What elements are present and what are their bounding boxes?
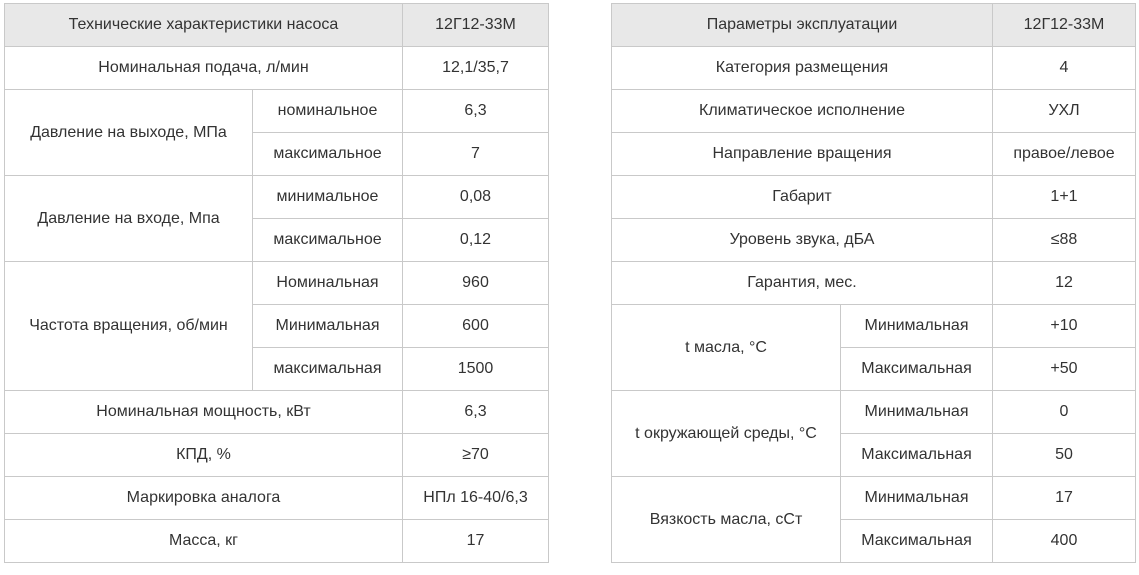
header-param: Технические характеристики насоса — [5, 4, 403, 47]
sub-label: Минимальная — [253, 305, 403, 348]
table-row — [612, 219, 1136, 262]
row-value: 7 — [403, 133, 549, 176]
sub-label: Минимальная — [841, 391, 993, 434]
row-value: ≥70 — [403, 434, 549, 477]
table-header-row — [5, 4, 549, 47]
sub-label: Номинальная — [253, 262, 403, 305]
sub-label: Максимальная — [841, 434, 993, 477]
row-label: Уровень звука, дБА — [612, 219, 993, 262]
row-value: 1+1 — [993, 176, 1136, 219]
sub-label: максимальное — [253, 133, 403, 176]
row-label: t масла, °С — [612, 305, 841, 391]
row-label: КПД, % — [5, 434, 403, 477]
row-value: 6,3 — [403, 391, 549, 434]
row-value: 4 — [993, 47, 1136, 90]
row-value: 12 — [993, 262, 1136, 305]
table-row — [5, 90, 549, 133]
row-label: Вязкость масла, сСт — [612, 477, 841, 563]
sub-label: Минимальная — [841, 305, 993, 348]
row-label: Частота вращения, об/мин — [5, 262, 253, 391]
row-value: НПл 16-40/6,3 — [403, 477, 549, 520]
row-value: 0,12 — [403, 219, 549, 262]
row-value: 17 — [993, 477, 1136, 520]
row-value: +10 — [993, 305, 1136, 348]
table-row — [612, 133, 1136, 176]
table-header-row — [612, 4, 1136, 47]
row-label: Давление на входе, Мпа — [5, 176, 253, 262]
sub-label: Максимальная — [841, 348, 993, 391]
row-value: 12,1/35,7 — [403, 47, 549, 90]
row-label: Категория размещения — [612, 47, 993, 90]
row-value: 17 — [403, 520, 549, 563]
row-value: 50 — [993, 434, 1136, 477]
row-label: Маркировка аналога — [5, 477, 403, 520]
table-row — [612, 90, 1136, 133]
sub-label: минимальное — [253, 176, 403, 219]
row-value: 400 — [993, 520, 1136, 563]
header-model: 12Г12-33М — [993, 4, 1136, 47]
table-row — [5, 434, 549, 477]
row-value: 0 — [993, 391, 1136, 434]
table-row — [612, 47, 1136, 90]
table-row — [5, 176, 549, 219]
row-value: 0,08 — [403, 176, 549, 219]
row-value: 1500 — [403, 348, 549, 391]
sub-label: максимальное — [253, 219, 403, 262]
row-value: УХЛ — [993, 90, 1136, 133]
table-row — [612, 477, 1136, 520]
table-row — [612, 305, 1136, 348]
table-row — [5, 262, 549, 305]
table-row — [612, 391, 1136, 434]
table-row — [612, 262, 1136, 305]
row-value: 960 — [403, 262, 549, 305]
row-value: ≤88 — [993, 219, 1136, 262]
sub-label: Минимальная — [841, 477, 993, 520]
table-row — [612, 176, 1136, 219]
sub-label: Максимальная — [841, 520, 993, 563]
row-value: +50 — [993, 348, 1136, 391]
table-row — [5, 477, 549, 520]
operation-params-table — [611, 3, 1136, 563]
row-label: Масса, кг — [5, 520, 403, 563]
row-label: t окружающей среды, °С — [612, 391, 841, 477]
row-value: 6,3 — [403, 90, 549, 133]
row-value: правое/левое — [993, 133, 1136, 176]
row-label: Габарит — [612, 176, 993, 219]
table-row — [5, 391, 549, 434]
header-model: 12Г12-33М — [403, 4, 549, 47]
row-label: Давление на выходе, МПа — [5, 90, 253, 176]
table-row — [5, 47, 549, 90]
row-value: 600 — [403, 305, 549, 348]
sub-label: номинальное — [253, 90, 403, 133]
sub-label: максимальная — [253, 348, 403, 391]
pump-specs-table — [4, 3, 549, 563]
row-label: Номинальная мощность, кВт — [5, 391, 403, 434]
table-row — [5, 520, 549, 563]
row-label: Направление вращения — [612, 133, 993, 176]
row-label: Климатическое исполнение — [612, 90, 993, 133]
row-label: Номинальная подача, л/мин — [5, 47, 403, 90]
row-label: Гарантия, мес. — [612, 262, 993, 305]
header-param: Параметры эксплуатации — [612, 4, 993, 47]
